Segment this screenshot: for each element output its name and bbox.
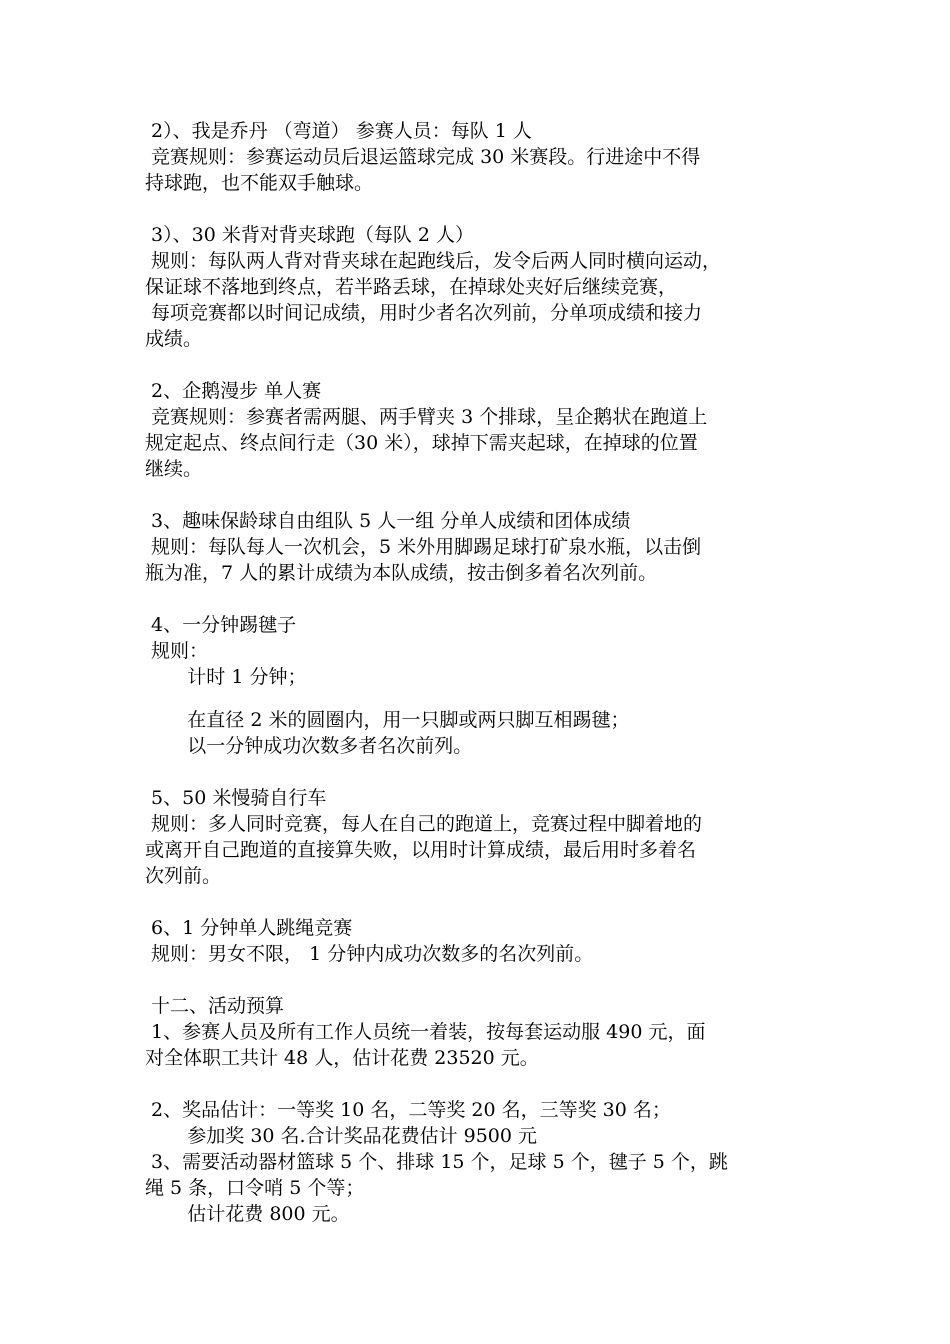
section-basketball-backward [145,118,820,196]
rule-text: 规则：每队两人背对背夹球在起跑线后，发令后两人同时横向运动， [145,250,722,272]
rule-text: 成绩。 [145,328,203,350]
section-title: 5、50 米慢骑自行车 [145,787,327,809]
rule-text: 在直径 2 米的圆圈内，用一只脚或两只脚互相踢毽； [145,709,630,731]
section-title: 4、一分钟踢毽子 [145,614,297,636]
budget-text: 对全体职工共计 48 人，估计花费 23520 元。 [145,1047,539,1069]
budget-text: 3、需要活动器材篮球 5 个、排球 15 个，足球 5 个，毽子 5 个，跳 [145,1151,728,1173]
budget-text: 参加奖 30 名.合计奖品花费估计 9500 元 [145,1125,538,1147]
document-page [145,118,820,1227]
rule-text: 每项竞赛都以时间记成绩，用时少者名次列前，分单项成绩和接力 [145,302,703,324]
section-title: 2）、我是乔丹 （弯道） 参赛人员：每队 1 人 [145,120,532,142]
rule-text: 持球跑，也不能双手触球。 [145,172,374,194]
rule-text: 规则：男女不限， 1 分钟内成功次数多的名次列前。 [145,943,594,965]
rule-text: 保证球不落地到终点，若半路丢球，在掉球处夹好后继续竞赛， [145,276,678,298]
section-budget [145,993,820,1071]
section-prizes-equipment [145,1097,820,1227]
budget-text: 绳 5 条，口令哨 5 个等； [145,1177,365,1199]
budget-text: 2、奖品估计：一等奖 10 名，二等奖 20 名，三等奖 30 名； [145,1099,671,1121]
section-shuttlecock [145,612,820,759]
rule-text: 规则：每队每人一次机会，5 米外用脚踢足球打矿泉水瓶，以击倒 [145,536,702,558]
budget-text: 估计花费 800 元。 [145,1203,350,1225]
section-title: 3）、30 米背对背夹球跑（每队 2 人） [145,224,475,246]
rule-text: 瓶为准，7 人的累计成绩为本队成绩，按击倒多着名次列前。 [145,562,658,584]
rule-text: 竞赛规则：参赛运动员后退运篮球完成 30 米赛段。行进途中不得 [145,146,701,168]
rule-text: 以一分钟成功次数多者名次前列。 [145,735,473,757]
budget-text: 1、参赛人员及所有工作人员统一着装，按每套运动服 490 元，面 [145,1021,706,1043]
section-back-to-back-ball-run [145,222,820,352]
section-penguin-walk [145,378,820,482]
section-title: 6、1 分钟单人跳绳竞赛 [145,917,353,939]
rule-text: 规则： [145,640,209,662]
rule-text: 次列前。 [145,865,222,887]
section-bowling [145,508,820,586]
rule-text: 或离开自己跑道的直接算失败，以用时计算成绩，最后用时多着名 [145,839,697,861]
section-title: 2、企鹅漫步 单人赛 [145,380,322,402]
section-title: 十二、活动预算 [145,995,285,1017]
section-rope-skipping [145,915,820,967]
rule-text: 竞赛规则：参赛者需两腿、两手臂夹 3 个排球，呈企鹅状在跑道上 [145,406,708,428]
section-slow-bicycle [145,785,820,889]
rule-text: 计时 1 分钟； [145,666,307,688]
rule-text: 规定起点、终点间行走（30 米），球掉下需夹起球，在掉球的位置 [145,432,698,454]
rule-text: 继续。 [145,458,203,480]
section-title: 3、趣味保龄球自由组队 5 人一组 分单人成绩和团体成绩 [145,510,631,532]
rule-text: 规则：多人同时竞赛，每人在自己的跑道上，竞赛过程中脚着地的 [145,813,703,835]
